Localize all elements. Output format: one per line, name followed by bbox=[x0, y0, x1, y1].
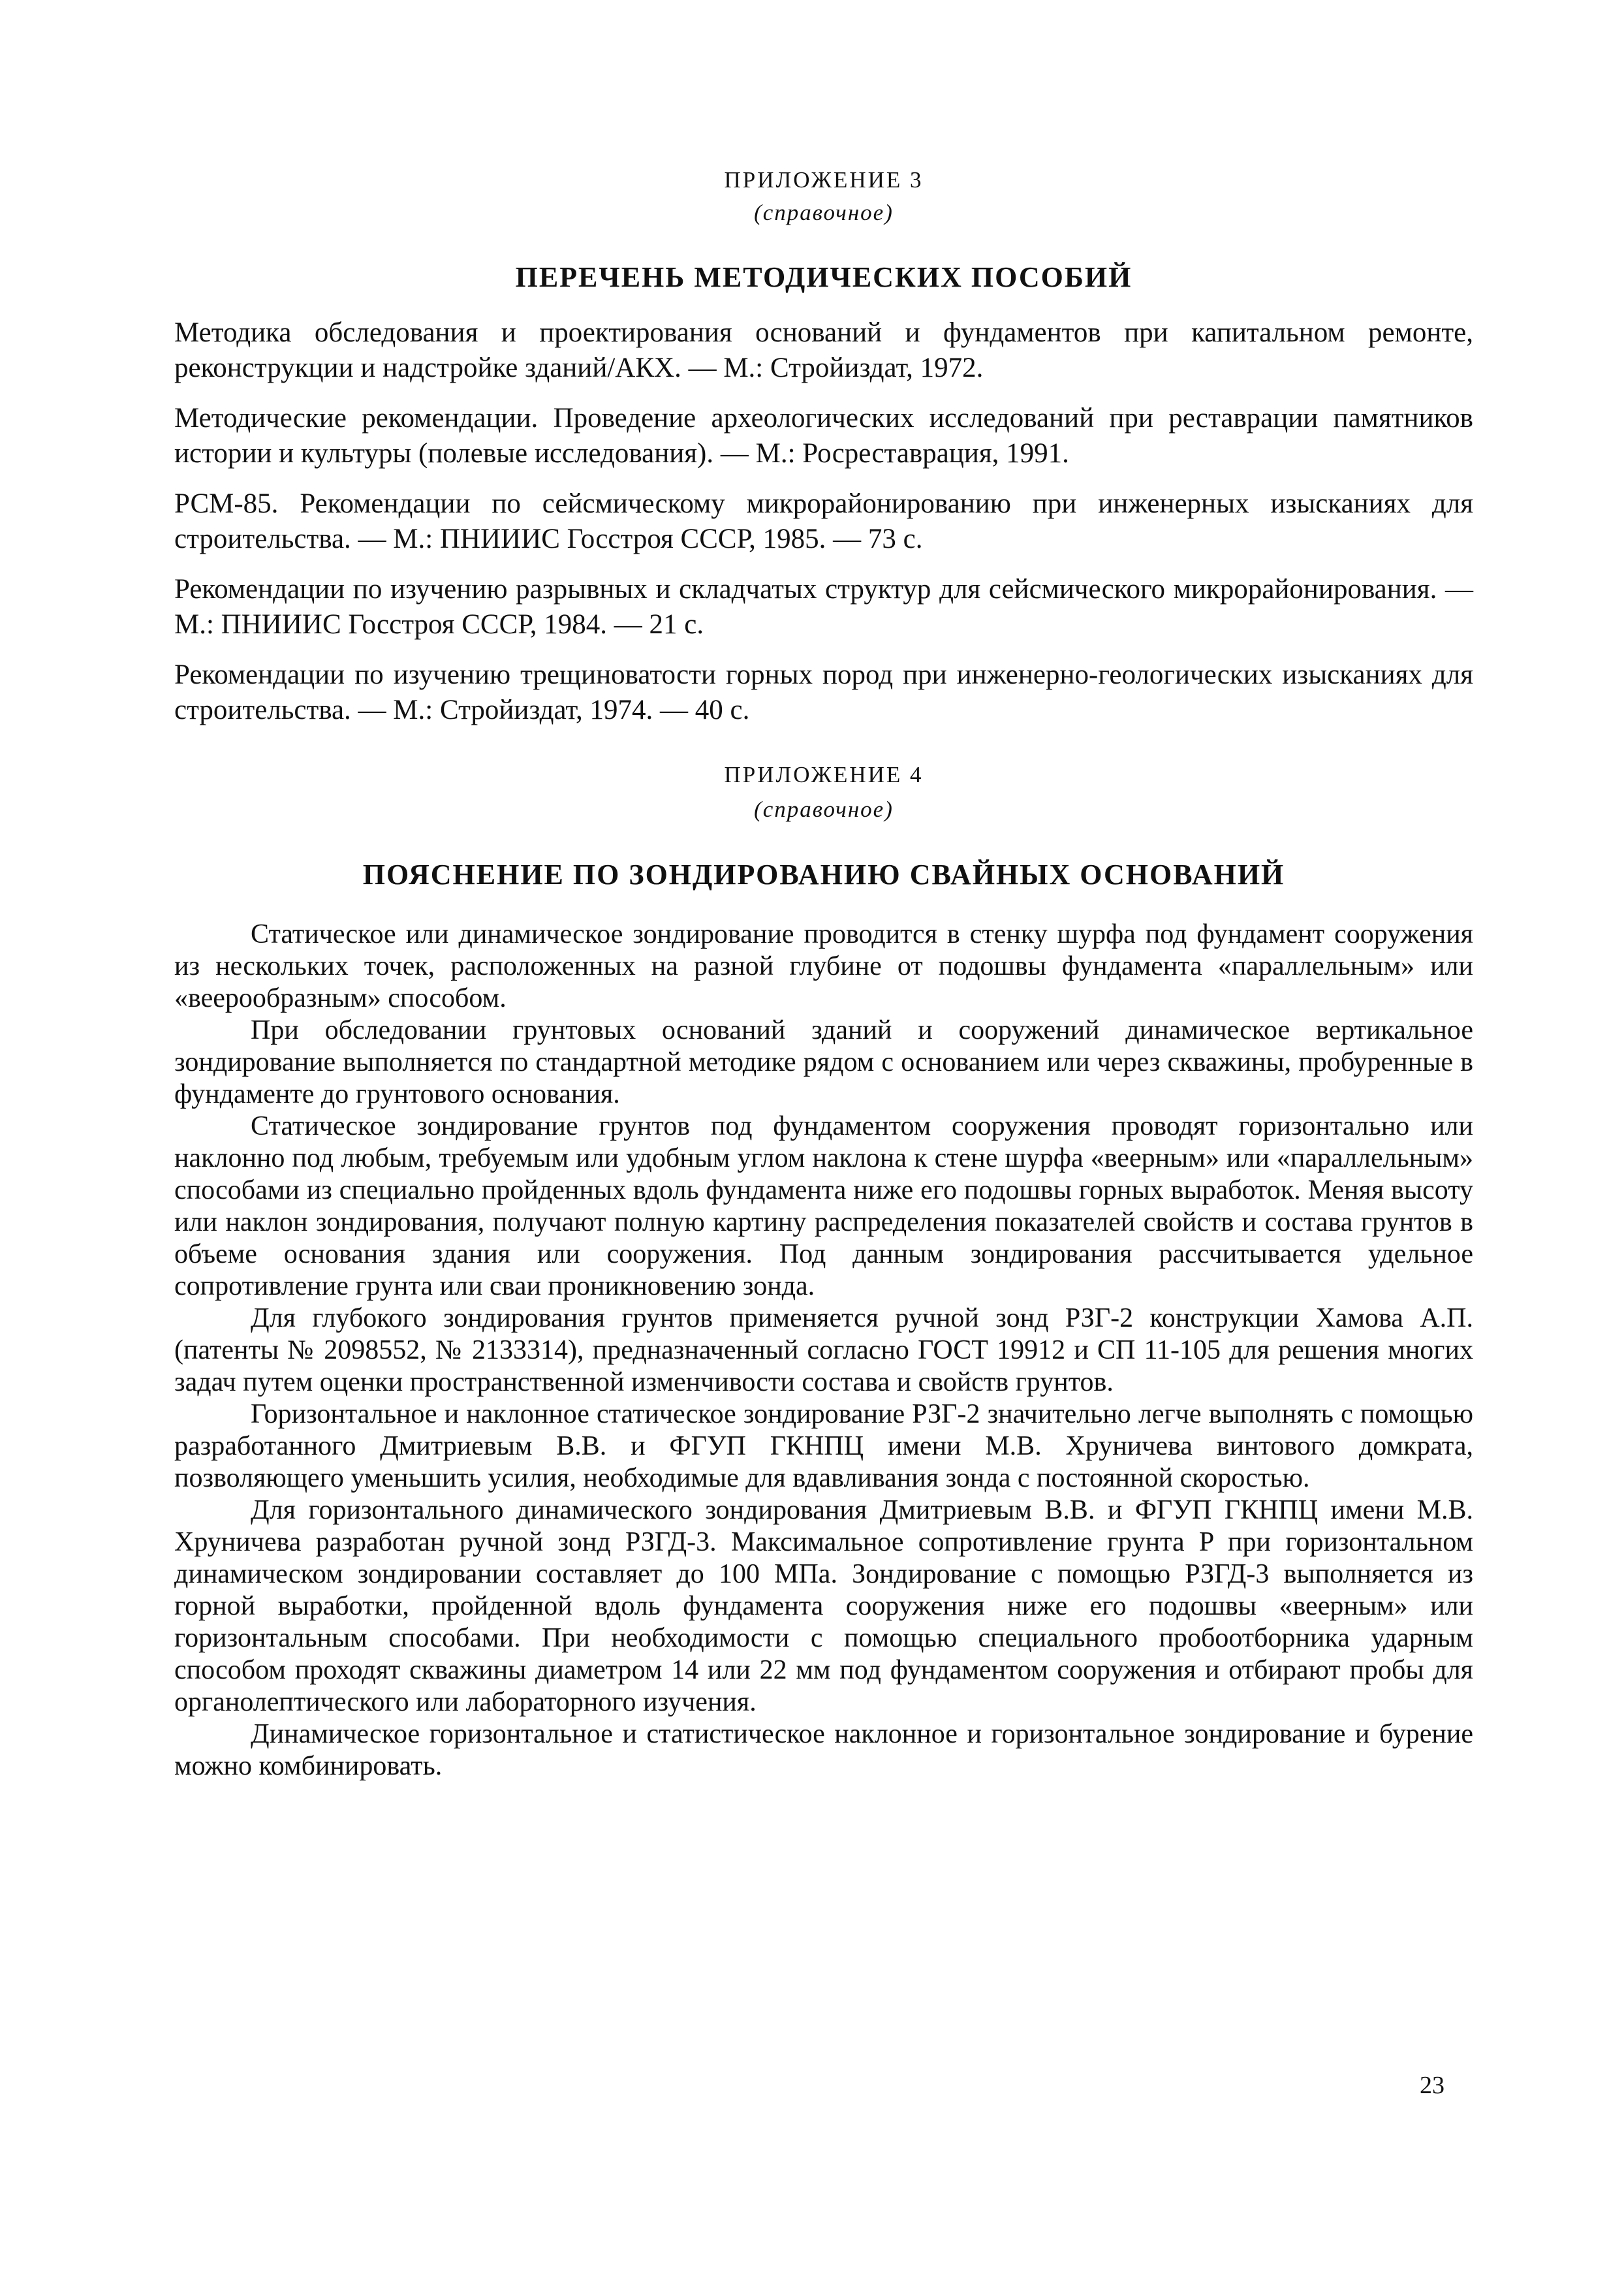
paragraph: Статическое зондирование грунтов под фундаментом сооружения проводят горизонтально или наклонно под любым, требуемым или удобным углом наклона к стене шурфа «веерным» или «параллельным» способами из специально пройденных вдоль фундамента ниже его подошвы горных выработок. Меняя высоту или наклон зондирования, получают полную картину распределения показателей свойств и состава грунтов в объеме основания здания или сооружения. Под данным зондирования рассчитывается удельное сопротивление грунта или сваи проникновению зонда. bbox=[174, 1111, 1473, 1301]
reference-item: РСМ-85. Рекомендации по сейсмическому микрорайонированию при инженерных изысканиях для строительства. — М.: ПНИИИС Госстроя СССР, 1985. — 73 с. bbox=[174, 488, 1473, 554]
reference-list bbox=[174, 315, 1473, 743]
paragraph: Горизонтальное и наклонное статическое зондирование РЗГ-2 значительно легче выполнять с помощью разработанного Дмитриевым В.В. и ФГУП ГКНПЦ имени М.В. Хруничева винтового домкрата, позволяющего уменьшить усилия, необходимые для вдавливания зонда с постоянной скоростью. bbox=[174, 1399, 1473, 1493]
appendix-3-subtitle: (справочное) bbox=[754, 200, 894, 225]
reference-item: Рекомендации по изучению разрывных и складчатых структур для сейсмического микрорайонирования. — М.: ПНИИИС Госстроя СССР, 1984. — 21 с. bbox=[174, 574, 1473, 640]
reference-item: Методика обследования и проектирования оснований и фундаментов при капитальном ремонте, реконструкции и надстройке зданий/АКХ. — М.: Стройиздат, 1972. bbox=[174, 317, 1473, 383]
body-text bbox=[174, 919, 1473, 1782]
paragraph: Динамическое горизонтальное и статистическое наклонное и горизонтальное зондирование и бурение можно комбинировать. bbox=[174, 1719, 1473, 1781]
reference-item: Рекомендации по изучению трещиноватости горных пород при инженерно-геологических изысканиях для строительства. — М.: Стройиздат, 1974. — 40 с. bbox=[174, 659, 1473, 725]
appendix-4-label: ПРИЛОЖЕНИЕ 4 bbox=[724, 762, 924, 787]
paragraph: При обследовании грунтовых оснований зданий и сооружений динамическое вертикальное зондирование выполняется по стандартной методике рядом с основанием или через скважины, пробуренные в фундаменте до грунтового основания. bbox=[174, 1015, 1473, 1109]
appendix-3-label: ПРИЛОЖЕНИЕ 3 bbox=[724, 167, 924, 193]
paragraph: Статическое или динамическое зондирование проводится в стенку шурфа под фундамент сооружения из нескольких точек, расположенных на разной глубине от подошвы фундамента «параллельным» или «веерообразным» способом. bbox=[174, 919, 1473, 1013]
paragraph: Для горизонтального динамического зондирования Дмитриевым В.В. и ФГУП ГКНПЦ имени М.В. Хруничева разработан ручной зонд РЗГД-3. Максимальное сопротивление грунта P при горизонтальном динамическом зондировании составляет до 100 МПа. Зондирование с помощью РЗГД-3 выполняется из горной выработки, пройденной вдоль фундамента сооружения ниже его подошвы «веерным» или горизонтальным способами. При необходимости с помощью специального пробоотборника ударным способом проходят скважины диаметром 14 или 22 мм под фундаментом сооружения и отбирают пробы для органолептического или лабораторного изучения. bbox=[174, 1495, 1473, 1717]
appendix-4-subtitle: (справочное) bbox=[754, 797, 894, 822]
appendix-3-title: ПЕРЕЧЕНЬ МЕТОДИЧЕСКИХ ПОСОБИЙ bbox=[515, 261, 1132, 293]
appendix-4-title: ПОЯСНЕНИЕ ПО ЗОНДИРОВАНИЮ СВАЙНЫХ ОСНОВАНИЙ bbox=[362, 859, 1285, 891]
reference-item: Методические рекомендации. Проведение археологических исследований при реставрации памятников истории и культуры (полевые исследования). — М.: Росреставрация, 1991. bbox=[174, 403, 1473, 469]
paragraph: Для глубокого зондирования грунтов применяется ручной зонд РЗГ-2 конструкции Хамова А.П. (патенты № 2098552, № 2133314), предназначенный согласно ГОСТ 19912 и СП 11-105 для решения многих задач путем оценки пространственной изменчивости состава и свойств грунтов. bbox=[174, 1303, 1473, 1397]
page-number: 23 bbox=[1420, 2072, 1444, 2099]
